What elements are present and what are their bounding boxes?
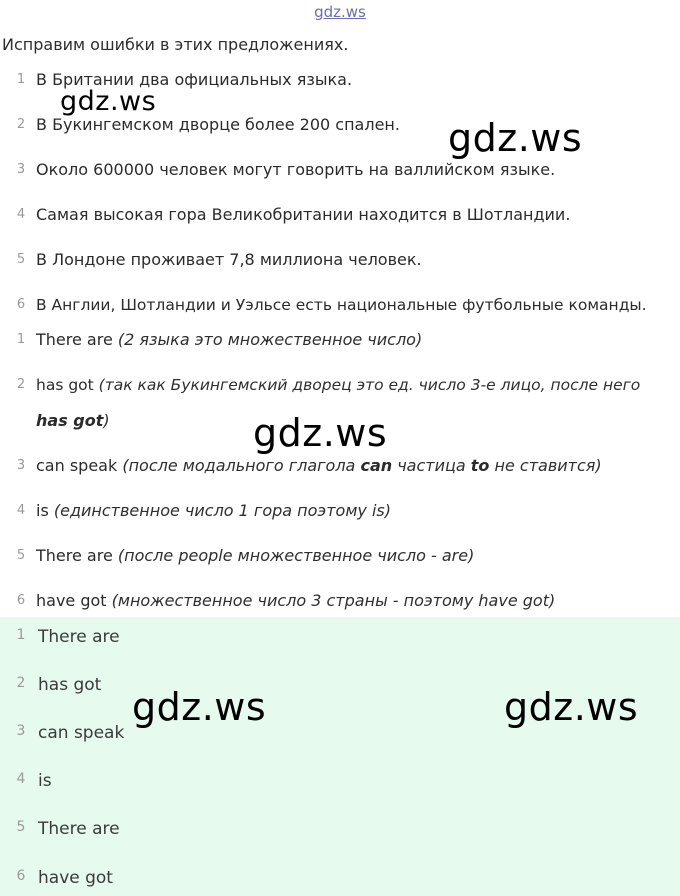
sentence-text: В Букингемском дворце более 200 спален.: [36, 115, 400, 134]
answer-phrase: can speak: [36, 456, 118, 475]
explanation-text: [36, 546, 474, 566]
answer-text: can speak: [38, 723, 125, 743]
explanation-note: (2 языка это множественное число): [117, 330, 423, 349]
answer-phrase: There are: [36, 330, 113, 349]
answer-phrase: have got: [36, 591, 107, 610]
explanation-text: [36, 591, 555, 611]
line-number: 6: [16, 297, 26, 312]
answer-phrase: has got: [36, 376, 94, 394]
line-number: 3: [16, 458, 26, 473]
explanation-note: (так как Букингемский дворец это ед. число 3-е лицо, после него: [98, 376, 641, 394]
explanation-note: (после модального глагола: [122, 456, 356, 475]
line-number: 2: [16, 675, 26, 691]
sentence-text: Около 600000 человек могут говорить на валлийском языке.: [36, 160, 556, 179]
answer-text: has got: [38, 675, 102, 695]
answer-text: have got: [38, 868, 113, 888]
sentence-text: В Британии два официальных языка.: [36, 70, 353, 89]
line-number: 3: [16, 162, 26, 177]
answer-phrase: There are: [36, 546, 113, 565]
watermark: gdz.ws: [253, 411, 388, 455]
emphasis-phrase: to: [470, 456, 490, 475]
line-number: 5: [16, 819, 26, 835]
emphasis-phrase: can: [360, 456, 393, 475]
emphasis-phrase: has got: [36, 411, 104, 430]
line-number: 1: [16, 627, 26, 643]
answer-text: is: [38, 771, 52, 791]
line-number: 5: [16, 252, 26, 267]
explanation-text: [36, 330, 422, 350]
line-number: 3: [16, 723, 26, 739]
sentence-text: Самая высокая гора Великобритании находится в Шотландии.: [36, 205, 571, 224]
watermark: gdz.ws: [504, 685, 639, 729]
line-number: 4: [16, 207, 26, 222]
intro-heading: Исправим ошибки в этих предложениях.: [2, 35, 349, 54]
line-number: 4: [16, 503, 26, 518]
explanation-note: ): [103, 411, 110, 430]
line-number: 1: [16, 332, 26, 347]
answer-text: There are: [38, 819, 120, 839]
explanation-text: [36, 456, 602, 476]
answer-phrase: is: [36, 501, 49, 520]
explanation-note: (после people множественное число - are): [117, 546, 475, 565]
line-number: 5: [16, 548, 26, 563]
line-number: 2: [16, 377, 26, 392]
sentence-text: В Англии, Шотландии и Уэльсе есть национальные футбольные команды.: [36, 296, 647, 314]
explanation-text: [36, 375, 640, 395]
explanation-note: (множественное число 3 страны - поэтому have got): [111, 591, 556, 610]
explanation-note: не ставится): [494, 456, 602, 475]
watermark: gdz.ws: [448, 116, 583, 160]
explanation-text: [36, 411, 110, 431]
answer-text: There are: [38, 627, 120, 647]
site-watermark-link[interactable]: gdz.ws: [314, 3, 366, 21]
explanation-note: частица: [397, 456, 466, 475]
watermark: gdz.ws: [60, 86, 157, 117]
line-number: 1: [16, 72, 26, 87]
line-number: 2: [16, 117, 26, 132]
answer-panel: [0, 617, 680, 896]
line-number: 6: [16, 868, 26, 884]
sentence-text: В Лондоне проживает 7,8 миллиона человек.: [36, 250, 422, 269]
explanation-text: [36, 501, 391, 521]
line-number: 4: [16, 771, 26, 787]
line-number: 6: [16, 593, 26, 608]
explanation-note: (единственное число 1 гора поэтому is): [53, 501, 391, 520]
watermark: gdz.ws: [132, 685, 267, 729]
